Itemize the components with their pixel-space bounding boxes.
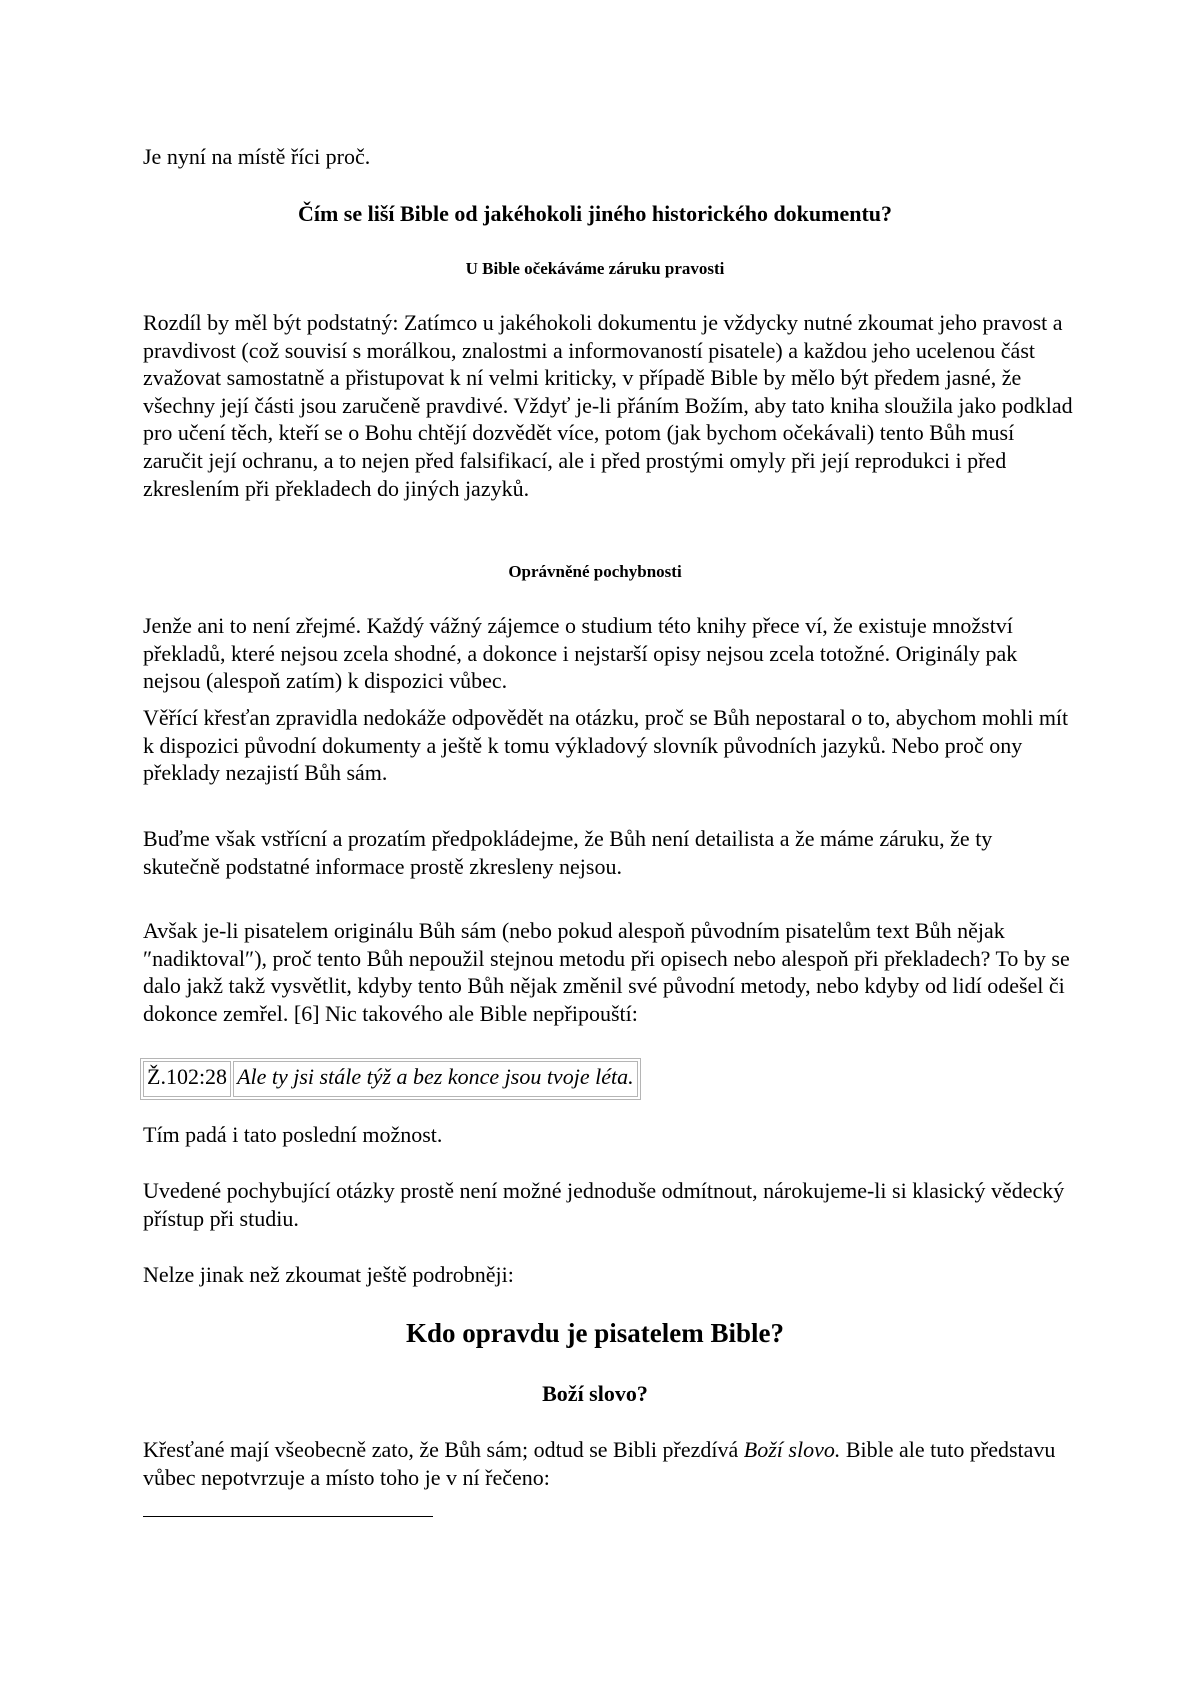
paragraph: Věřící křesťan zpravidla nedokáže odpovědět na otázku, proč se Bůh nepostaral o to, abychom mohli mít k dispozici původní dokumenty a ještě k tomu výkladový slovník původních jazyků. Nebo proč ony překlady nezajistí Bůh sám. — [143, 705, 1069, 786]
intro-text: Je nyní na místě říci proč. — [143, 144, 371, 169]
paragraph: Tím padá i tato poslední možnost. — [143, 1122, 443, 1147]
footnote-separator — [143, 1516, 433, 1517]
subsection-heading: Oprávněné pochybnosti — [508, 562, 682, 581]
chapter-heading: Kdo opravdu je pisatelem Bible? — [405, 1318, 784, 1348]
paragraph: Avšak je-li pisatelem originálu Bůh sám (nebo pokud alespoň původním pisatelům text Bůh nějak ″nadiktoval″), proč tento Bůh nepoužil stejnou metodu při opisech nebo alespoň při překladech? To by se dalo jakž takž vysvětlit, kdyby tento Bůh nějak změnil své původní metody, nebo kdyby od lidí odešel či dokonce zemřel. [6] Nic takového ale Bible nepřipouští: — [143, 918, 1070, 1026]
subsection-heading: U Bible očekáváme záruku pravosti — [465, 259, 725, 278]
paragraph-text: Bible ale tuto představu vůbec nepotvrzuje a místo toho je v ní řečeno: — [143, 1437, 1056, 1490]
paragraph: Uvedené pochybující otázky prostě není možné jednoduše odmítnout, nárokujeme-li si klasický vědecký přístup při studiu. — [143, 1178, 1065, 1231]
paragraph — [143, 1436, 1073, 1491]
paragraph-text: Křesťané mají všeobecně zato, že Bůh sám; odtud se Bibli přezdívá — [143, 1437, 744, 1462]
paragraph: Nelze jinak než zkoumat ještě podrobněji: — [143, 1262, 514, 1287]
bible-quote-table — [140, 1058, 641, 1100]
paragraph: Rozdíl by měl být podstatný: Zatímco u jakéhokoli dokumentu je vždycky nutné zkoumat jeho pravost a pravdivost (což souvisí s morálkou, znalostmi a informovaností pisatele) a každou jeho ucelenou část zvažovat samostatně a přistupovat k ní velmi kriticky, v případě Bible by mělo být předem jasné, že všechny její části jsou zaručeně pravdivé. Vždyť je-li přáním Božím, aby tato kniha sloužila jako podklad pro učení těch, kteří se o Bohu chtějí dozvědět více, potom (jak bychom očekávali) tento Bůh musí zaručit její ochranu, a to nejen před falsifikací, ale i před prostými omyly při její reprodukci i před zkreslením při překladech do jiných jazyků. — [143, 310, 1073, 501]
quote-text: Ale ty jsi stále týž a bez konce jsou tvoje léta. — [233, 1061, 638, 1097]
quote-reference: Ž.102:28 — [143, 1061, 231, 1097]
paragraph: Buďme však vstřícní a prozatím předpokládejme, že Bůh není detailista a že máme záruku, že ty skutečně podstatné informace prostě zkresleny nejsou. — [143, 826, 993, 879]
paragraph: Jenže ani to není zřejmé. Každý vážný zájemce o studium této knihy přece ví, že existuje množství překladů, které nejsou zcela shodné, a dokonce i nejstarší opisy nejsou zcela totožné. Originály pak nejsou (alespoň zatím) k dispozici vůbec. — [143, 613, 1018, 694]
section-heading: Čím se liší Bible od jakéhokoli jiného historického dokumentu? — [297, 201, 893, 226]
emphasized-text: Boží slovo. — [743, 1437, 841, 1462]
section-heading: Boží slovo? — [542, 1381, 648, 1406]
